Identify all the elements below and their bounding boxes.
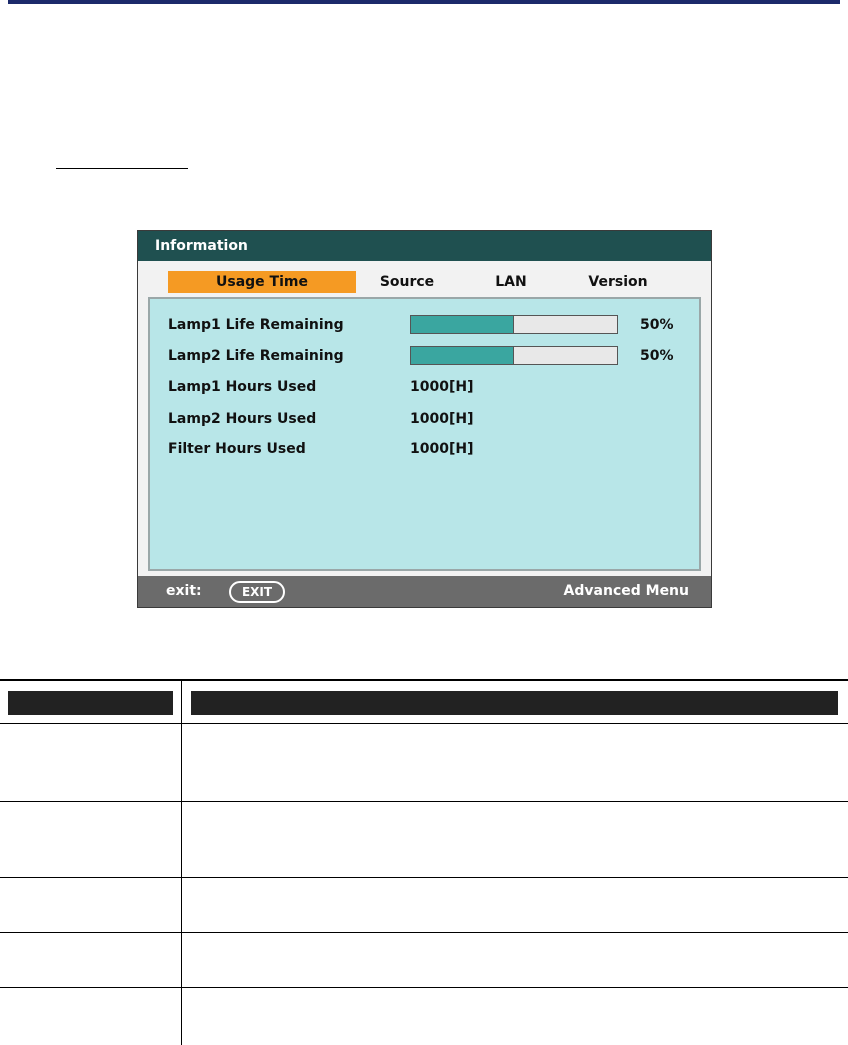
table-row [0, 723, 848, 724]
tab-bar [138, 271, 711, 295]
tab-source[interactable]: Source [379, 274, 435, 290]
lamp1-life-bar-fill [411, 316, 514, 333]
description-table [0, 679, 848, 1043]
top-rule [8, 0, 840, 4]
lamp2-hours-label: Lamp2 Hours Used [168, 411, 317, 427]
filter-hours-label: Filter Hours Used [168, 441, 306, 457]
lamp2-life-bar-fill [411, 347, 514, 364]
lamp1-life-bar [410, 315, 618, 334]
table-row [0, 877, 848, 878]
lamp1-life-label: Lamp1 Life Remaining [168, 317, 344, 333]
lamp1-hours-label: Lamp1 Hours Used [168, 379, 317, 395]
tab-version[interactable]: Version [588, 274, 648, 290]
exit-button[interactable]: EXIT [229, 581, 285, 603]
menu-mode-label: Advanced Menu [563, 583, 689, 599]
window-title: Information [138, 231, 711, 261]
table-header-item [8, 691, 173, 715]
usage-time-panel [148, 297, 701, 571]
table-header-description [191, 691, 838, 715]
lamp1-life-percent: 50% [640, 317, 674, 333]
lamp2-life-bar [410, 346, 618, 365]
table-column-divider [181, 681, 182, 1045]
lamp1-hours-value: 1000[H] [410, 379, 474, 395]
exit-label: exit: [166, 583, 202, 599]
filter-hours-value: 1000[H] [410, 441, 474, 457]
lamp2-life-percent: 50% [640, 348, 674, 364]
lamp2-life-label: Lamp2 Life Remaining [168, 348, 344, 364]
lamp2-hours-value: 1000[H] [410, 411, 474, 427]
tab-lan[interactable]: LAN [495, 274, 527, 290]
underline-rule [56, 168, 188, 169]
tab-usage-time[interactable]: Usage Time [168, 271, 356, 293]
window-footer [138, 576, 711, 607]
table-row [0, 932, 848, 933]
table-row [0, 987, 848, 988]
table-row [0, 801, 848, 802]
information-window [137, 230, 712, 608]
